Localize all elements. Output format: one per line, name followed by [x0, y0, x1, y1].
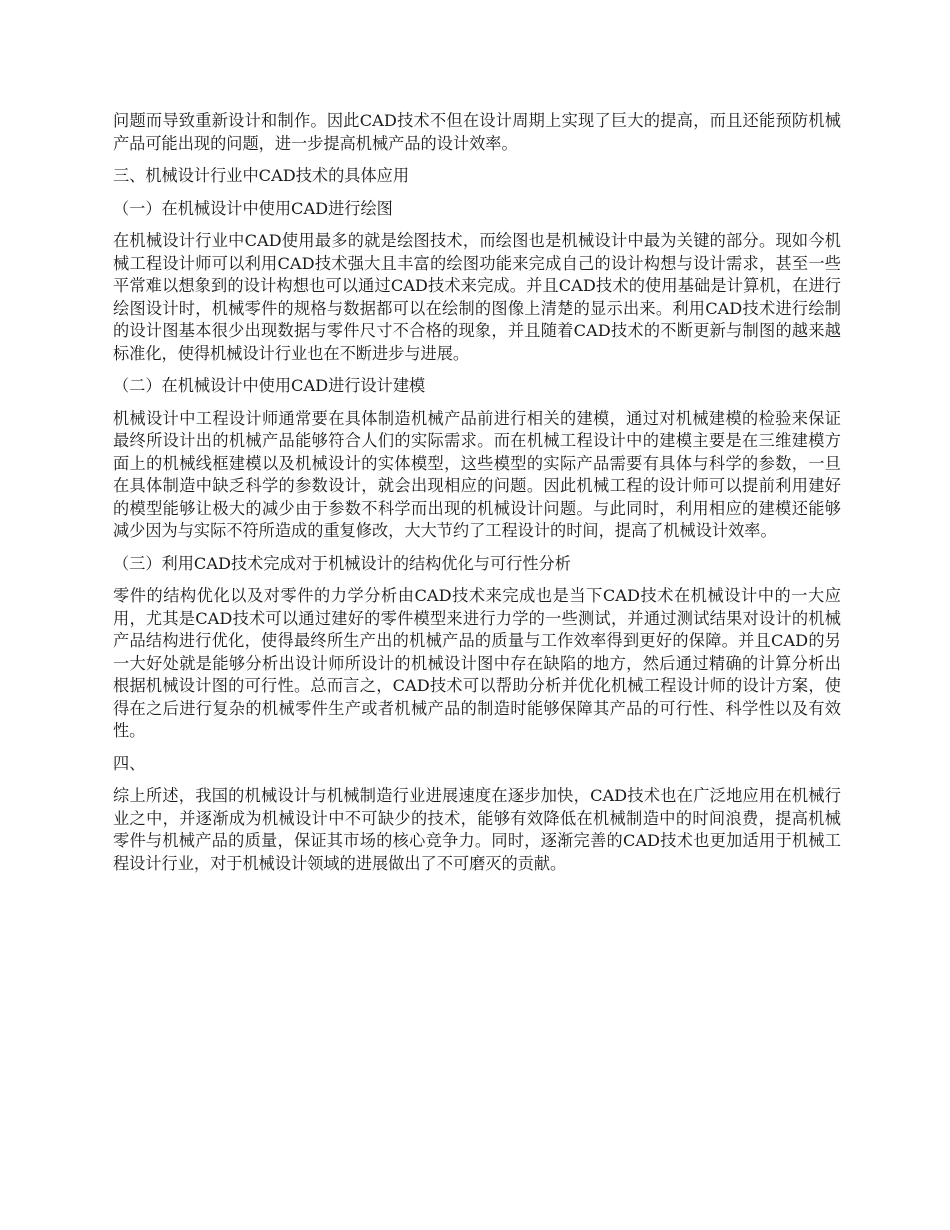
subsection-heading-3-3: （三）利用CAD技术完成对于机械设计的结构优化与可行性分析 [113, 553, 571, 573]
subsection-heading-3-2: （二）在机械设计中使用CAD进行设计建模 [113, 376, 426, 395]
paragraph-modeling: 机械设计中工程设计师通常要在具体制造机械产品前进行相关的建模，通过对机械建模的检验来保证最终所设计出的机械产品能够符合人们的实际需求。而在机械工程设计中的建模主要是在三维建模方面上的机械线框建模以及机械设计的实体模型，这些模型的实际产品需要有具体与科学的参数，一旦在具体制造中缺乏科学的参数设计，就会出现相应的问题。因此机械工程的设计师可以提前利用建好的模型能够让极大的减少由于参数不科学而出现的机械设计问题。与此同时，利用相应的建模还能够减少因为与实际不符所造成的重复修改，大大节约了工程设计的时间，提高了机械设计效率。 [113, 408, 841, 540]
section-heading-3: 三、机械设计行业中CAD技术的具体应用 [113, 166, 410, 185]
subsection-heading-3-1: （一）在机械设计中使用CAD进行绘图 [113, 198, 393, 218]
paragraph-conclusion: 综上所述，我国的机械设计与机械制造行业进展速度在逐步加快，CAD技术也在广泛地应用在机械行业之中，并逐渐成为机械设计中不可缺少的技术，能够有效降低在机械制造中的时间浪费，提高机械零件与机械产品的质量，保证其市场的核心竞争力。同时，逐渐完善的CAD技术也更加适用于机械工程设计行业，对于机械设计领域的进展做出了不可磨灭的贡献。 [113, 786, 841, 873]
paragraph-intro-continuation: 问题而导致重新设计和制作。因此CAD技术不但在设计周期上实现了巨大的提高，而且还能预防机械产品可能出现的问题，进一步提高机械产品的设计效率。 [113, 111, 841, 153]
paragraph-optimization: 零件的结构优化以及对零件的力学分析由CAD技术来完成也是当下CAD技术在机械设计中的一大应用，尤其是CAD技术可以通过建好的零件模型来进行力学的一些测试，并通过测试结果对设计的机械产品结构进行优化，使得最终所生产出的机械产品的质量与工作效率得到更好的保障。并且CAD的另一大好处就是能够分析出设计师所设计的机械设计图中存在缺陷的地方，然后通过精确的计算分析出根据机械设计图的可行性。总而言之，CAD技术可以帮助分析并优化机械工程设计师的设计方案，使得在之后进行复杂的机械零件生产或者机械产品的制造时能够保障其产品的可行性、科学性以及有效性。 [113, 586, 841, 740]
document-body [113, 110, 841, 885]
paragraph-drawing: 在机械设计行业中CAD使用最多的就是绘图技术，而绘图也是机械设计中最为关键的部分。现如今机械工程设计师可以利用CAD技术强大且丰富的绘图功能来完成自己的设计构想与设计需求，甚至一些平常难以想象到的设计构想也可以通过CAD技术来完成。并且CAD技术的使用基础是计算机，在进行绘图设计时，机械零件的规格与数据都可以在绘制的图像上清楚的显示出来。利用CAD技术进行绘制的设计图基本很少出现数据与零件尺寸不合格的现象，并且随着CAD技术的不断更新与制图的越来越标准化，使得机械设计行业也在不断进步与进展。 [113, 231, 841, 363]
section-heading-4: 四、 [113, 753, 146, 773]
